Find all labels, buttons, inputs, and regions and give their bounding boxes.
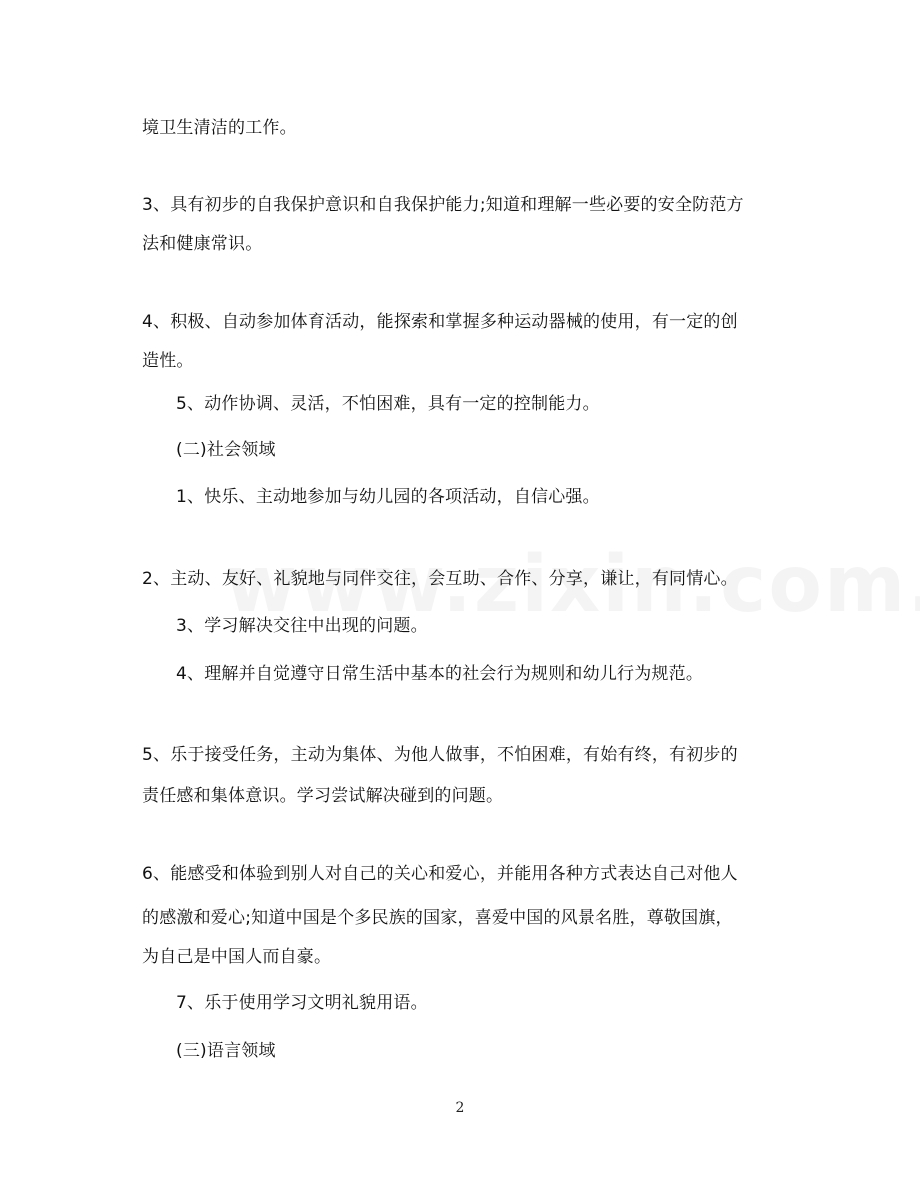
text-line: 3、学习解决交往中出现的问题。 (176, 616, 428, 636)
text-line: 境卫生清洁的工作。 (142, 118, 297, 138)
page-number: 2 (455, 1100, 465, 1116)
text-line: 3、具有初步的自我保护意识和自我保护能力;知道和理解一些必要的安全防范方 (142, 195, 744, 215)
text-line: 4、理解并自觉遵守日常生活中基本的社会行为规则和幼儿行为规范。 (176, 664, 704, 684)
text-line: 责任感和集体意识。学习尝试解决碰到的问题。 (142, 786, 504, 806)
text-line: 7、乐于使用学习文明礼貌用语。 (176, 993, 428, 1013)
text-line: 法和健康常识。 (142, 234, 263, 254)
section-heading: (三)语言领域 (176, 1041, 276, 1061)
text-line: 1、快乐、主动地参加与幼儿园的各项活动，自信心强。 (176, 487, 600, 507)
text-line: 为自己是中国人而自豪。 (142, 947, 332, 967)
text-line: 的感激和爱心;知道中国是个多民族的国家，喜爱中国的风景名胜，尊敬国旗， (142, 908, 733, 928)
text-line: 2、主动、友好、礼貌地与同伴交往，会互助、合作、分享，谦让，有同情心。 (142, 569, 738, 589)
text-line: 造性。 (142, 351, 194, 371)
text-line: 5、动作协调、灵活，不怕困难，具有一定的控制能力。 (176, 394, 600, 414)
section-heading: (二)社会领域 (176, 440, 276, 460)
text-line: 5、乐于接受任务，主动为集体、为他人做事，不怕困难，有始有终，有初步的 (142, 745, 738, 765)
text-line: 4、积极、自动参加体育活动，能探索和掌握多种运动器械的使用，有一定的创 (142, 312, 738, 332)
text-line: 6、能感受和体验到别人对自己的关心和爱心，并能用各种方式表达自己对他人 (142, 864, 738, 884)
